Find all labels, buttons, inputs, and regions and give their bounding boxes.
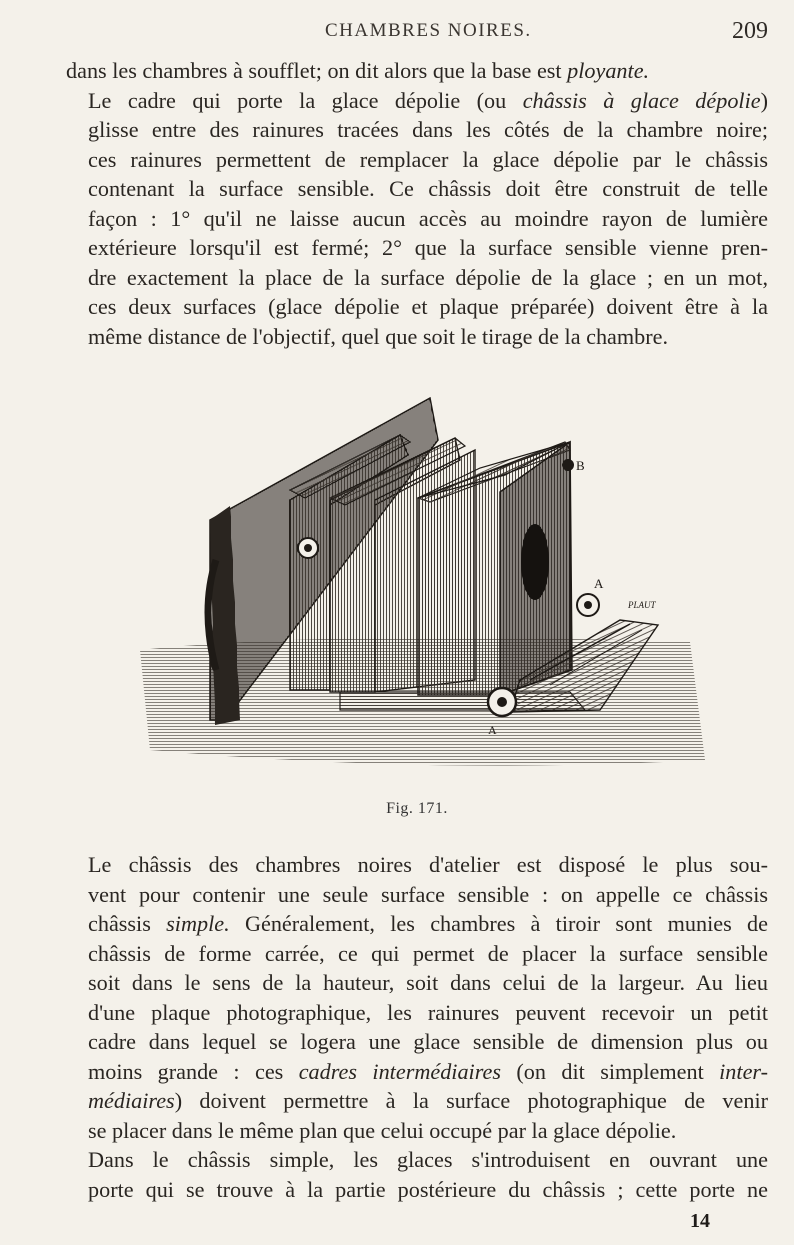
- screw-b-icon: [562, 459, 574, 471]
- text-line: vent pour contenir une seule surface sensible : on appelle ce châssis: [88, 881, 768, 907]
- running-head: [0, 18, 794, 48]
- paragraph-glaces: [66, 1145, 768, 1204]
- text-line: même distance de l'objectif, quel que soit le tirage de la chambre.: [88, 323, 669, 349]
- figure-caption: Fig. 171.: [386, 800, 448, 817]
- text-run: dans les chambres à soufflet; on dit alors que la base est: [66, 58, 568, 83]
- paragraph-chassis-simple: [66, 850, 768, 1145]
- text-line: [66, 1057, 768, 1087]
- text-line: façon : 1° qu'il ne laisse aucun accès au moindre rayon de lumière: [88, 205, 768, 231]
- text-line: Dans le châssis simple, les glaces s'introduisent en ouvrant une: [88, 1147, 768, 1172]
- running-title: CHAMBRES NOIRES.: [325, 20, 532, 41]
- text-line: Le châssis des chambres noires d'atelier est disposé le plus sou-: [88, 852, 768, 877]
- text-line: [66, 1086, 768, 1116]
- label-a-top: A: [594, 576, 604, 591]
- camera-engraving: [130, 380, 710, 780]
- text-line: dre exactement la place de la surface dépolie de la glace ; en un mot,: [88, 264, 768, 290]
- signature-mark: 14: [690, 1210, 710, 1232]
- engraver-signature: PLAUT: [628, 600, 656, 610]
- text-line: soit dans le sens de la hauteur, soit dans celui de la largeur. Au lieu: [88, 970, 768, 995]
- text-line: extérieure lorsqu'il est fermé; 2° que la surface sensible vienne pren-: [88, 235, 768, 260]
- page-number: 209: [732, 18, 768, 44]
- text-line: châssis de forme carrée, ce qui permet de placer la surface sensible: [88, 940, 768, 966]
- text-run: châssis: [88, 911, 167, 936]
- italic-term: cadres intermédiaires: [298, 1058, 502, 1084]
- italic-term: médiaires: [88, 1088, 175, 1113]
- lens-opening: [521, 524, 549, 600]
- label-a-bottom: A: [488, 723, 497, 737]
- top-text-block: [66, 56, 768, 351]
- italic-term: inter-: [719, 1058, 768, 1084]
- italic-term: simple.: [166, 911, 230, 936]
- text-run: moins grande : ces: [88, 1058, 299, 1084]
- text-line: contenant la surface sensible. Ce châssis doit être construit de telle: [88, 176, 768, 201]
- bottom-text-block: [66, 850, 768, 1204]
- text-line: [66, 56, 768, 86]
- italic-term: ployante.: [567, 58, 650, 83]
- italic-term: châssis à glace dépolie: [522, 87, 761, 113]
- text-line: ces rainures permettent de remplacer la glace dépolie par le châssis: [88, 146, 768, 172]
- text-run: (on dit simplement: [501, 1058, 720, 1084]
- text-run: ) doivent permettre à la surface photographique de venir: [174, 1088, 768, 1113]
- text-line: ces deux surfaces (glace dépolie et plaque préparée) doivent être à la: [88, 294, 768, 319]
- text-run: ): [760, 87, 768, 113]
- text-line: cadre dans lequel se logera une glace sensible de dimension plus ou: [88, 1029, 768, 1054]
- text-line: d'une plaque photographique, les rainures peuvent recevoir un petit: [88, 999, 768, 1025]
- text-run: Le cadre qui porte la glace dépolie (ou: [88, 87, 523, 113]
- label-b: B: [576, 458, 585, 473]
- text-run: Généralement, les chambres à tiroir sont munies de: [229, 911, 768, 936]
- paragraph-continuation: [66, 56, 768, 86]
- text-line: porte qui se trouve à la partie postérieure du châssis ; cette porte ne: [88, 1176, 768, 1202]
- text-line: glisse entre des rainures tracées dans les côtés de la chambre noire;: [88, 117, 768, 142]
- text-line: se placer dans le même plan que celui occupé par la glace dépolie.: [88, 1117, 677, 1143]
- text-line: [66, 909, 768, 939]
- text-line: [66, 86, 768, 116]
- paragraph-chassis-glace: [66, 86, 768, 352]
